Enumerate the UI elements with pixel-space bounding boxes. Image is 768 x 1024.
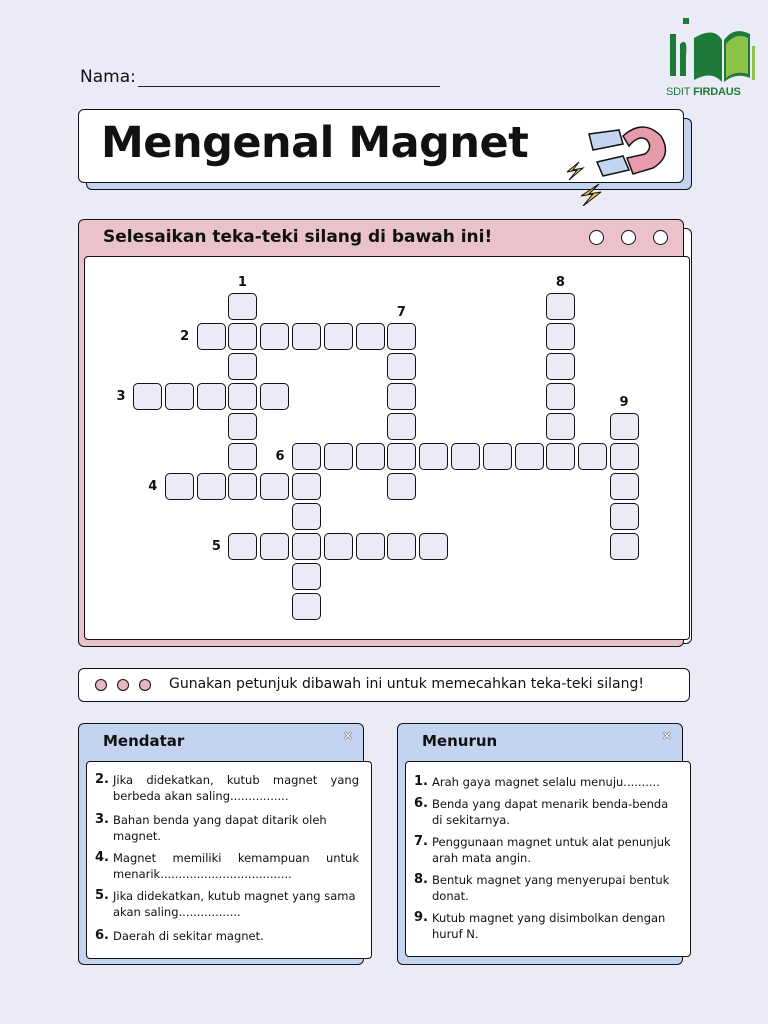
crossword-cell[interactable] bbox=[546, 413, 575, 440]
book-logo-icon bbox=[664, 16, 756, 86]
name-input-line[interactable] bbox=[138, 64, 440, 87]
crossword-cell[interactable] bbox=[228, 413, 257, 440]
crossword-cell[interactable] bbox=[260, 473, 289, 500]
clue-number: 7 bbox=[396, 305, 406, 320]
crossword-cell[interactable] bbox=[324, 533, 353, 560]
crossword-cell[interactable] bbox=[387, 383, 416, 410]
crossword-cell[interactable] bbox=[165, 473, 194, 500]
crossword-cell[interactable] bbox=[292, 443, 321, 470]
window-dot bbox=[589, 230, 604, 245]
crossword-cell[interactable] bbox=[197, 473, 226, 500]
clue-number: 5 bbox=[211, 539, 221, 554]
window-dot bbox=[653, 230, 668, 245]
crossword-cell[interactable] bbox=[292, 323, 321, 350]
crossword-cell[interactable] bbox=[387, 353, 416, 380]
clue-number: 4 bbox=[148, 479, 158, 494]
crossword-cell[interactable] bbox=[228, 443, 257, 470]
crossword-cell[interactable] bbox=[356, 533, 385, 560]
clue-number: 6 bbox=[275, 449, 285, 464]
crossword-grid bbox=[84, 256, 690, 640]
magnet-icon bbox=[563, 114, 681, 206]
clue-number: 1 bbox=[237, 275, 247, 290]
crossword-cell[interactable] bbox=[610, 503, 639, 530]
crossword-cell[interactable] bbox=[419, 533, 448, 560]
clue-mendatar-3: 3. Bahan benda yang dapat ditarik oleh magnet. bbox=[95, 812, 327, 843]
clue-number: 9 bbox=[619, 395, 629, 410]
crossword-cell[interactable] bbox=[228, 293, 257, 320]
clue-mendatar-4: 4. Magnet memiliki kemampuan untuk menarik.................................... bbox=[95, 850, 359, 881]
crossword-cell[interactable] bbox=[610, 533, 639, 560]
crossword-instruction: Selesaikan teka-teki silang di bawah ini! bbox=[103, 227, 493, 247]
window-dot bbox=[621, 230, 636, 245]
crossword-cell[interactable] bbox=[228, 533, 257, 560]
crossword-cell[interactable] bbox=[387, 533, 416, 560]
menurun-clues bbox=[405, 761, 691, 957]
crossword-cell[interactable] bbox=[324, 443, 353, 470]
crossword-cell[interactable] bbox=[324, 323, 353, 350]
crossword-cell[interactable] bbox=[387, 323, 416, 350]
crossword-cell[interactable] bbox=[292, 473, 321, 500]
clue-mendatar-6: 6. Daerah di sekitar magnet. bbox=[95, 928, 264, 943]
crossword-cell[interactable] bbox=[387, 443, 416, 470]
crossword-cell[interactable] bbox=[546, 293, 575, 320]
clue-menurun-7: 7. Penggunaan magnet untuk alat penunjuk arah mata angin. bbox=[414, 834, 671, 865]
crossword-cell[interactable] bbox=[610, 413, 639, 440]
crossword-cell[interactable] bbox=[356, 323, 385, 350]
crossword-cell[interactable] bbox=[292, 593, 321, 620]
clue-mendatar-2: 2. Jika didekatkan, kutub magnet yang berbeda akan saling................ bbox=[95, 772, 359, 803]
crossword-cell[interactable] bbox=[228, 323, 257, 350]
bar-dot bbox=[117, 679, 129, 691]
mendatar-title: Mendatar bbox=[103, 732, 185, 750]
title-card bbox=[78, 109, 684, 183]
crossword-cell[interactable] bbox=[546, 443, 575, 470]
crossword-cell[interactable] bbox=[228, 383, 257, 410]
crossword-cell[interactable] bbox=[387, 473, 416, 500]
clue-mendatar-5: 5. Jika didekatkan, kutub magnet yang sama akan saling................. bbox=[95, 888, 356, 919]
crossword-cell[interactable] bbox=[610, 443, 639, 470]
name-label: Nama: bbox=[80, 67, 136, 87]
bar-dot bbox=[139, 679, 151, 691]
crossword-cell[interactable] bbox=[451, 443, 480, 470]
school-logo bbox=[664, 16, 756, 106]
logo-text: SDIT FIRDAUS bbox=[666, 86, 741, 98]
name-row bbox=[80, 64, 440, 87]
crossword-cell[interactable] bbox=[610, 473, 639, 500]
menurun-title: Menurun bbox=[422, 732, 498, 750]
bar-dot bbox=[95, 679, 107, 691]
clue-number: 2 bbox=[180, 329, 190, 344]
clue-number: 3 bbox=[116, 389, 126, 404]
crossword-cell[interactable] bbox=[133, 383, 162, 410]
crossword-cell[interactable] bbox=[292, 503, 321, 530]
crossword-cell[interactable] bbox=[197, 383, 226, 410]
mendatar-clues bbox=[86, 761, 372, 959]
crossword-cell[interactable] bbox=[197, 323, 226, 350]
crossword-cell[interactable] bbox=[228, 473, 257, 500]
close-icon: ✕ bbox=[662, 729, 673, 743]
crossword-cell[interactable] bbox=[419, 443, 448, 470]
clue-number: 8 bbox=[555, 275, 565, 290]
page-title: Mengenal Magnet bbox=[101, 118, 529, 168]
crossword-cell[interactable] bbox=[292, 533, 321, 560]
hint-bar bbox=[78, 668, 690, 702]
crossword-cell[interactable] bbox=[228, 353, 257, 380]
crossword-cell[interactable] bbox=[546, 353, 575, 380]
clue-menurun-9: 9. Kutub magnet yang disimbolkan dengan huruf N. bbox=[414, 910, 666, 941]
crossword-cell[interactable] bbox=[578, 443, 607, 470]
crossword-cell[interactable] bbox=[356, 443, 385, 470]
close-icon: ✕ bbox=[343, 729, 354, 743]
crossword-cell[interactable] bbox=[546, 323, 575, 350]
clue-menurun-6: 6. Benda yang dapat menarik benda-benda di sekitarnya. bbox=[414, 796, 669, 827]
hint-text: Gunakan petunjuk dibawah ini untuk memecahkan teka-teki silang! bbox=[169, 676, 644, 692]
crossword-cell[interactable] bbox=[260, 533, 289, 560]
crossword-cell[interactable] bbox=[292, 563, 321, 590]
clue-menurun-1: 1. Arah gaya magnet selalu menuju.......... bbox=[414, 774, 660, 789]
clue-menurun-8: 8. Bentuk magnet yang menyerupai bentuk donat. bbox=[414, 872, 670, 903]
crossword-cell[interactable] bbox=[387, 413, 416, 440]
crossword-cell[interactable] bbox=[260, 383, 289, 410]
crossword-cell[interactable] bbox=[483, 443, 512, 470]
crossword-cell[interactable] bbox=[515, 443, 544, 470]
crossword-cell[interactable] bbox=[546, 383, 575, 410]
crossword-cell[interactable] bbox=[260, 323, 289, 350]
crossword-cell[interactable] bbox=[165, 383, 194, 410]
